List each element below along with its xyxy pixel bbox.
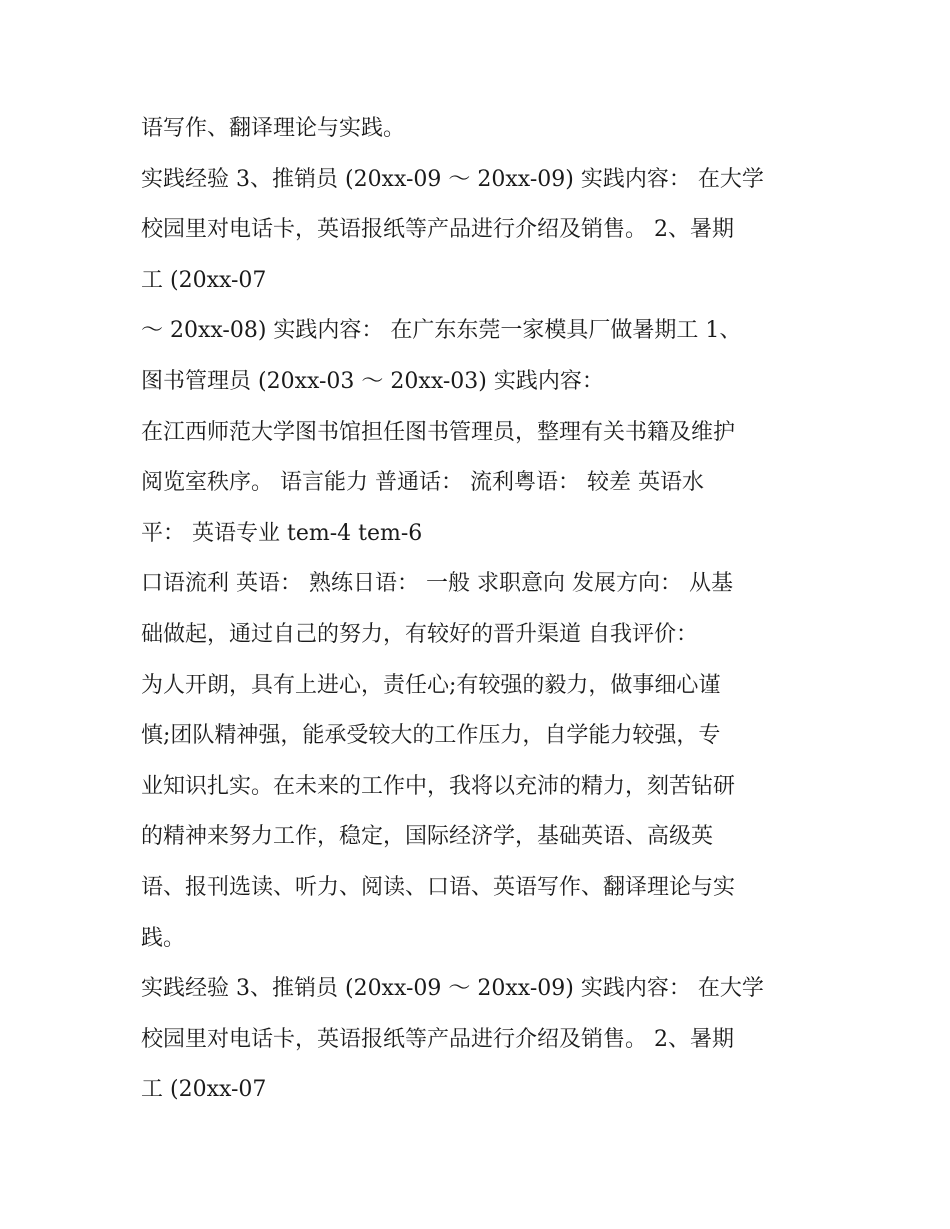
text-line: 校园里对电话卡，英语报纸等产品进行介绍及销售。 2、暑期	[141, 217, 734, 243]
text-line: 业知识扎实。在未来的工作中，我将以充沛的精力，刻苦钻研	[141, 773, 736, 799]
text-line: 的精神来努力工作，稳定，国际经济学，基础英语、高级英	[141, 824, 714, 850]
text-line: 实践经验 3、推销员 (20xx-09 ～ 20xx-09) 实践内容： 在大学	[141, 166, 764, 192]
text-line: 慎;团队精神强，能承受较大的工作压力，自学能力较强，专	[141, 723, 721, 749]
text-line: 平： 英语专业 tem-4 tem-6	[141, 520, 423, 546]
text-line: 口语流利 英语： 熟练日语： 一般 求职意向 发展方向： 从基	[141, 571, 733, 597]
text-line: ～ 20xx-08) 实践内容： 在广东东莞一家模具厂做暑期工 1、	[141, 318, 742, 344]
text-line: 阅览室秩序。 语言能力 普通话： 流利粤语： 较差 英语水	[141, 470, 704, 496]
text-line: 语写作、翻译理论与实践。	[141, 116, 406, 141]
text-line: 工 (20xx-07	[141, 1077, 267, 1103]
text-line: 实践经验 3、推销员 (20xx-09 ～ 20xx-09) 实践内容： 在大学	[141, 976, 764, 1002]
text-line: 础做起，通过自己的努力，有较好的晋升渠道 自我评价：	[141, 621, 698, 647]
text-line: 图书管理员 (20xx-03 ～ 20xx-03) 实践内容：	[141, 368, 604, 394]
text-line: 在江西师范大学图书馆担任图书管理员，整理有关书籍及维护	[141, 419, 736, 445]
text-line: 践。	[141, 925, 186, 951]
body-text	[141, 104, 821, 1116]
text-line: 语、报刊选读、听力、阅读、口语、英语写作、翻译理论与实	[141, 874, 736, 900]
text-line: 校园里对电话卡，英语报纸等产品进行介绍及销售。 2、暑期	[141, 1026, 734, 1052]
text-line: 为人开朗，具有上进心，责任心;有较强的毅力，做事细心谨	[141, 672, 721, 698]
text-line: 工 (20xx-07	[141, 267, 267, 293]
